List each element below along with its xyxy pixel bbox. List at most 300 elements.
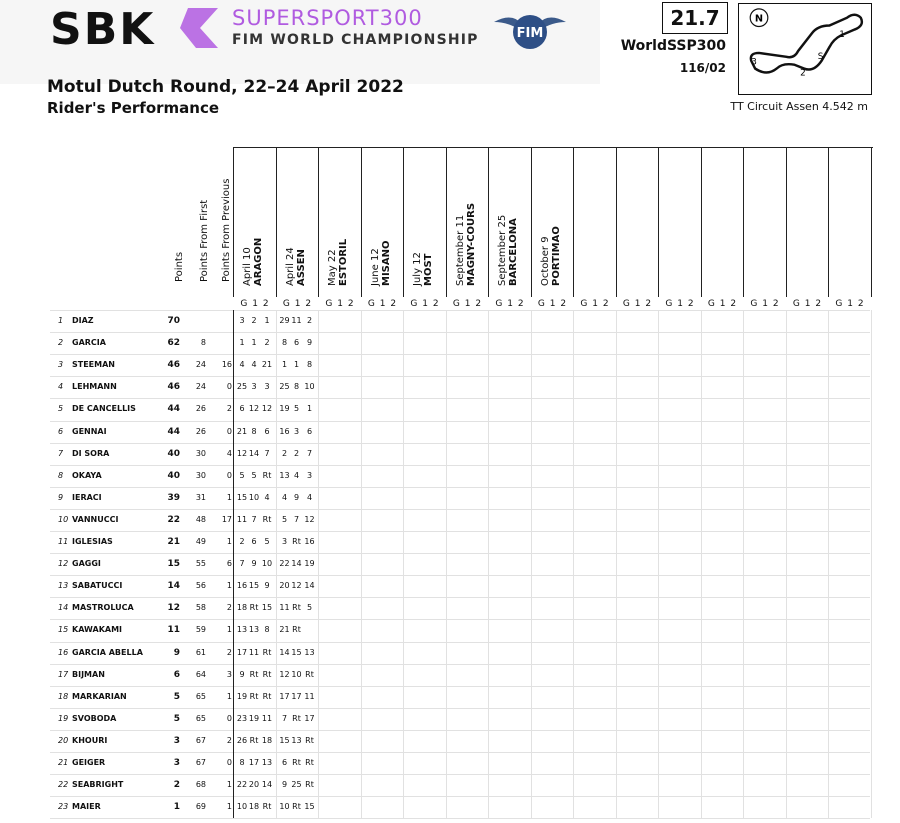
rider-name: GAGGI bbox=[72, 559, 101, 569]
race-result: 7 bbox=[264, 448, 270, 458]
points-from-previous: 17 bbox=[221, 514, 232, 524]
race-result: 7 bbox=[281, 713, 288, 723]
race-result: 20 bbox=[248, 780, 260, 790]
rider-rank: 2 bbox=[58, 338, 64, 348]
race-result: 3 bbox=[306, 470, 313, 480]
race-result: 17 bbox=[304, 713, 315, 723]
race-result: 13 bbox=[248, 625, 260, 635]
race-result: 5 bbox=[264, 537, 270, 546]
table-column-divider bbox=[701, 310, 702, 818]
race-result: 10 bbox=[236, 802, 248, 812]
race-result: 4 bbox=[306, 492, 313, 502]
race-result: 16 bbox=[279, 426, 290, 436]
race-result: 5 bbox=[293, 404, 300, 414]
race-result: Rt bbox=[292, 758, 301, 767]
table-column-divider bbox=[743, 310, 744, 818]
map-label-3: 3 bbox=[751, 57, 757, 68]
race-result: 20 bbox=[279, 581, 290, 591]
table-row bbox=[50, 664, 870, 687]
round-name: PORTIMAO bbox=[550, 226, 562, 286]
rider-points: 3 bbox=[173, 735, 180, 746]
rider-rank: 10 bbox=[58, 514, 69, 524]
race-result: 1 bbox=[306, 404, 313, 414]
race-subheader: G 1 2 bbox=[325, 299, 355, 309]
race-subheader: G 1 2 bbox=[750, 299, 780, 309]
race-result: 4 bbox=[251, 360, 257, 370]
race-result: 9 bbox=[293, 492, 300, 502]
rider-rank: 15 bbox=[58, 625, 69, 635]
map-label-2: 2 bbox=[800, 68, 806, 79]
round-date: September 25 bbox=[497, 214, 508, 286]
race-result: 2 bbox=[293, 448, 300, 458]
points-from-previous: 1 bbox=[226, 492, 232, 502]
points-from-first: 48 bbox=[195, 514, 206, 524]
table-column-divider bbox=[658, 310, 659, 818]
points-header: Points bbox=[174, 251, 185, 282]
race-result: 14 bbox=[304, 581, 315, 591]
rider-name: DIAZ bbox=[72, 316, 94, 325]
rider-name: MARKARIAN bbox=[72, 691, 127, 701]
race-result: Rt bbox=[262, 802, 272, 812]
race-subheader: G 1 2 bbox=[835, 299, 865, 309]
rider-points: 11 bbox=[167, 625, 180, 636]
race-result: 7 bbox=[293, 514, 300, 524]
race-result: Rt bbox=[249, 691, 259, 701]
race-result: 7 bbox=[306, 448, 313, 458]
rider-points: 46 bbox=[167, 360, 180, 371]
points-from-first: 64 bbox=[195, 669, 206, 679]
race-result: 16 bbox=[236, 581, 248, 591]
race-result: 10 bbox=[304, 382, 315, 392]
race-result: 10 bbox=[248, 492, 260, 502]
race-result: 17 bbox=[236, 647, 248, 657]
rider-points: 46 bbox=[167, 382, 180, 393]
race-result: 12 bbox=[291, 581, 302, 591]
table-row bbox=[50, 597, 870, 620]
race-subheader: G 1 2 bbox=[495, 299, 525, 309]
rider-name: STEEMAN bbox=[72, 360, 115, 370]
rider-points: 1 bbox=[173, 802, 180, 813]
race-result: 18 bbox=[236, 603, 248, 613]
race-result: 1 bbox=[239, 338, 245, 348]
race-result: 8 bbox=[306, 360, 313, 370]
points-from-previous: 16 bbox=[221, 360, 232, 370]
race-result: Rt bbox=[292, 713, 301, 723]
circuit-info: TT Circuit Assen 4.542 m bbox=[730, 100, 868, 113]
rider-rank: 16 bbox=[58, 647, 69, 657]
points-from-first: 26 bbox=[195, 404, 206, 414]
rider-name: DI SORA bbox=[72, 448, 110, 458]
points-from-previous: 2 bbox=[226, 647, 232, 657]
race-subheader: G 1 2 bbox=[622, 299, 653, 309]
rider-points: 40 bbox=[167, 448, 180, 459]
race-result: Rt bbox=[292, 603, 301, 613]
rider-points: 39 bbox=[167, 492, 180, 503]
rider-name: LEHMANN bbox=[72, 382, 117, 392]
rider-name: VANNUCCI bbox=[72, 514, 119, 524]
race-result: 19 bbox=[248, 713, 260, 723]
rider-name: IERACI bbox=[72, 492, 102, 502]
points-from-previous: 1 bbox=[226, 581, 232, 591]
race-result: 15 bbox=[236, 492, 248, 502]
points-from-first: 30 bbox=[195, 470, 206, 480]
points-from-first: 24 bbox=[195, 382, 206, 392]
race-result: Rt bbox=[249, 669, 259, 679]
points-from-first: 58 bbox=[195, 603, 206, 613]
map-label-s: S bbox=[817, 51, 824, 62]
race-result: 5 bbox=[281, 514, 288, 524]
race-result: 15 bbox=[279, 735, 290, 745]
rider-name: GARCIA bbox=[72, 338, 106, 348]
race-result: 14 bbox=[248, 448, 260, 458]
points-from-previous: 2 bbox=[226, 735, 232, 745]
rider-points: 22 bbox=[167, 514, 180, 525]
table-row bbox=[50, 354, 870, 377]
table-row bbox=[50, 421, 870, 444]
race-result: 9 bbox=[264, 581, 270, 591]
table-row bbox=[50, 708, 870, 731]
points-from-previous: 4 bbox=[226, 448, 232, 458]
race-result: 5 bbox=[251, 470, 257, 480]
race-result: 7 bbox=[251, 514, 257, 524]
points-from-first: 31 bbox=[195, 492, 206, 502]
race-result: 25 bbox=[279, 382, 290, 392]
points-from-first: 69 bbox=[195, 802, 206, 812]
table-column-divider bbox=[786, 310, 787, 818]
race-result: 29 bbox=[279, 316, 290, 325]
race-result: 13 bbox=[261, 758, 273, 767]
points-from-previous: 0 bbox=[226, 758, 232, 767]
table-column-divider bbox=[446, 310, 447, 818]
rider-points: 44 bbox=[167, 404, 180, 415]
race-result: Rt bbox=[305, 758, 314, 767]
race-result: Rt bbox=[305, 735, 314, 745]
race-result: 1 bbox=[251, 338, 257, 348]
rider-name: KHOURI bbox=[72, 735, 108, 745]
race-result: 8 bbox=[281, 338, 288, 348]
series-subtitle: FIM WORLD CHAMPIONSHIP bbox=[232, 32, 479, 48]
points-from-previous: 1 bbox=[226, 802, 232, 812]
race-result: Rt bbox=[292, 802, 301, 812]
table-row bbox=[50, 575, 870, 598]
rider-name: BIJMAN bbox=[72, 669, 105, 679]
race-result: Rt bbox=[305, 669, 314, 679]
race-subheader: G 1 2 bbox=[410, 299, 440, 309]
race-result: 22 bbox=[236, 780, 248, 790]
race-result: 2 bbox=[281, 448, 288, 458]
rider-rank: 8 bbox=[58, 470, 64, 480]
rider-rank: 9 bbox=[58, 492, 64, 502]
rider-rank: 22 bbox=[58, 780, 69, 790]
rider-points: 40 bbox=[167, 470, 180, 481]
race-result: 12 bbox=[279, 669, 290, 679]
race-result: 26 bbox=[236, 735, 248, 745]
race-result: 14 bbox=[291, 559, 302, 569]
race-result: Rt bbox=[305, 780, 314, 790]
race-result: 2 bbox=[264, 338, 270, 348]
race-result: 11 bbox=[236, 514, 248, 524]
race-result: 4 bbox=[293, 470, 300, 480]
rider-points: 62 bbox=[167, 338, 180, 349]
race-result: 10 bbox=[291, 669, 302, 679]
round-name: ARAGON bbox=[253, 237, 264, 286]
table-column-divider bbox=[616, 310, 617, 818]
race-result: Rt bbox=[292, 625, 301, 635]
round-name: MAGNY-COURS bbox=[465, 202, 477, 286]
race-result: 9 bbox=[281, 780, 288, 790]
race-result: 6 bbox=[293, 338, 300, 348]
race-result: 3 bbox=[293, 426, 300, 436]
round-name: MISANO bbox=[380, 240, 392, 286]
sbk-logo-text: SBK bbox=[50, 4, 156, 52]
rider-name: SABATUCCI bbox=[72, 581, 123, 591]
points-from-previous-header: Points From Previous bbox=[221, 178, 232, 282]
table-row bbox=[50, 730, 870, 753]
race-result: 6 bbox=[251, 537, 257, 546]
race-result: 1 bbox=[293, 360, 300, 370]
points-from-first: 30 bbox=[195, 448, 206, 458]
race-result: 1 bbox=[264, 316, 270, 325]
points-from-previous: 1 bbox=[226, 780, 232, 790]
rider-name: SVOBODA bbox=[72, 713, 117, 723]
points-from-first: 24 bbox=[195, 360, 206, 370]
rider-points: 44 bbox=[167, 426, 180, 437]
race-result: 12 bbox=[248, 404, 260, 414]
race-subheader: G 1 2 bbox=[665, 299, 695, 309]
race-result: 17 bbox=[291, 691, 302, 701]
rider-rank: 18 bbox=[58, 691, 69, 701]
race-subheader: G 1 2 bbox=[367, 299, 398, 309]
race-result: 21 bbox=[279, 625, 290, 635]
points-from-previous: 1 bbox=[226, 625, 232, 635]
series-name: SUPERSPORT300 bbox=[232, 6, 423, 30]
race-result: Rt bbox=[262, 647, 272, 657]
race-result: 19 bbox=[279, 404, 290, 414]
race-result: 5 bbox=[239, 470, 245, 480]
table-row bbox=[50, 509, 870, 532]
round-date: September 11 bbox=[454, 214, 466, 286]
rider-points: 2 bbox=[173, 780, 180, 791]
table-row bbox=[50, 398, 870, 421]
points-from-first: 49 bbox=[195, 537, 206, 546]
race-result: 13 bbox=[236, 625, 248, 635]
race-result: 18 bbox=[248, 802, 260, 812]
race-result: Rt bbox=[262, 514, 272, 524]
round-name: ASSEN bbox=[295, 249, 307, 286]
race-result: 10 bbox=[261, 559, 273, 569]
table-column-divider bbox=[276, 310, 277, 818]
race-subheader: G 1 2 bbox=[282, 299, 313, 309]
race-result: Rt bbox=[262, 691, 272, 701]
rider-points: 3 bbox=[173, 758, 180, 768]
rider-points: 5 bbox=[173, 691, 180, 702]
race-result: 15 bbox=[248, 581, 260, 591]
rider-rank: 21 bbox=[58, 758, 69, 767]
rider-rank: 13 bbox=[58, 581, 69, 591]
race-result: 12 bbox=[304, 514, 315, 524]
rider-name: IGLESIAS bbox=[72, 537, 113, 546]
race-result: 8 bbox=[264, 625, 270, 635]
rider-rank: 3 bbox=[58, 360, 64, 370]
rider-points: 12 bbox=[167, 603, 180, 614]
table-column-divider bbox=[573, 310, 574, 818]
rider-rank: 4 bbox=[58, 382, 64, 392]
table-column-divider bbox=[871, 310, 872, 818]
table-row bbox=[50, 686, 870, 709]
points-from-first: 61 bbox=[195, 647, 206, 657]
table-row bbox=[50, 376, 870, 399]
table-column-divider bbox=[828, 310, 829, 818]
race-result: 13 bbox=[291, 735, 302, 745]
race-subheader: G 1 2 bbox=[580, 299, 610, 309]
round-date: October 9 bbox=[539, 236, 551, 286]
rider-points: 70 bbox=[167, 316, 180, 326]
race-result: 13 bbox=[279, 470, 290, 480]
race-result: 11 bbox=[248, 647, 260, 657]
points-from-first: 65 bbox=[195, 691, 206, 701]
round-date: June 12 bbox=[369, 248, 381, 286]
race-result: 9 bbox=[251, 559, 257, 569]
rider-points: 6 bbox=[173, 669, 180, 680]
table-column-divider bbox=[531, 310, 532, 818]
rider-name: GARCIA ABELLA bbox=[72, 647, 143, 657]
rider-name: MAIER bbox=[72, 802, 101, 812]
rider-name: GEIGER bbox=[72, 758, 106, 767]
table-bottom-rule bbox=[50, 818, 870, 819]
race-result: 4 bbox=[239, 360, 245, 370]
rider-rank: 17 bbox=[58, 669, 69, 679]
race-result: 11 bbox=[279, 603, 290, 613]
points-from-first: 56 bbox=[195, 581, 206, 591]
rider-rank: 14 bbox=[58, 603, 69, 613]
round-date: May 22 bbox=[327, 249, 338, 286]
table-row bbox=[50, 443, 870, 466]
event-title: Motul Dutch Round, 22–24 April 2022 bbox=[47, 77, 404, 97]
race-result: 14 bbox=[279, 647, 290, 657]
rider-name: GENNAI bbox=[72, 426, 107, 436]
race-result: 16 bbox=[304, 537, 315, 546]
race-result: 8 bbox=[251, 426, 257, 436]
race-result: 11 bbox=[291, 316, 302, 325]
points-from-previous: 2 bbox=[226, 603, 232, 613]
race-result: 11 bbox=[304, 691, 315, 701]
map-label-1: 1 bbox=[839, 30, 845, 41]
points-from-first: 67 bbox=[195, 758, 206, 767]
document-reference: 116/02 bbox=[679, 61, 726, 75]
table-column-divider bbox=[233, 310, 234, 818]
table-row bbox=[50, 774, 870, 797]
rider-name: DE CANCELLIS bbox=[72, 404, 136, 414]
table-column-divider bbox=[488, 310, 489, 818]
points-from-previous: 0 bbox=[226, 713, 232, 723]
race-result: 3 bbox=[264, 382, 270, 392]
table-row bbox=[50, 531, 870, 554]
points-from-previous: 1 bbox=[226, 537, 232, 546]
rider-points: 15 bbox=[167, 559, 180, 570]
rider-name: OKAYA bbox=[72, 470, 102, 480]
table-row bbox=[50, 465, 870, 488]
round-date: April 10 bbox=[242, 247, 253, 286]
rider-rank: 6 bbox=[58, 426, 64, 436]
document-title: Rider's Performance bbox=[47, 99, 220, 117]
race-result: 21 bbox=[236, 426, 248, 436]
race-result: 2 bbox=[251, 316, 257, 325]
table-row bbox=[50, 553, 870, 576]
table-row bbox=[50, 619, 870, 642]
points-from-first: 59 bbox=[195, 625, 206, 635]
race-subheader: G 1 2 bbox=[792, 299, 823, 309]
race-result: 25 bbox=[291, 780, 302, 790]
race-subheader: G 1 2 bbox=[707, 299, 738, 309]
race-result: 4 bbox=[281, 492, 288, 502]
race-subheader: G 1 2 bbox=[452, 299, 483, 309]
race-result: 2 bbox=[239, 537, 245, 546]
rider-points: 5 bbox=[173, 713, 180, 724]
race-result: 11 bbox=[261, 713, 273, 723]
race-result: 9 bbox=[306, 338, 313, 348]
rider-name: KAWAKAMI bbox=[72, 625, 123, 635]
rider-points: 21 bbox=[167, 537, 180, 547]
race-result: Rt bbox=[262, 669, 272, 679]
race-result: 19 bbox=[236, 691, 248, 701]
race-result: 12 bbox=[261, 404, 273, 414]
points-from-first: 26 bbox=[195, 426, 206, 436]
race-result: Rt bbox=[249, 735, 259, 745]
race-result: 6 bbox=[239, 404, 245, 414]
rider-rank: 23 bbox=[58, 802, 69, 812]
race-result: 2 bbox=[306, 316, 313, 325]
table-column-divider bbox=[361, 310, 362, 818]
race-result: Rt bbox=[262, 470, 272, 480]
race-result: 8 bbox=[239, 758, 245, 767]
race-result: 18 bbox=[261, 735, 273, 745]
race-subheader: G 1 2 bbox=[537, 299, 568, 309]
race-result: 15 bbox=[304, 802, 315, 812]
race-result: 14 bbox=[261, 780, 273, 790]
round-date: April 24 bbox=[284, 247, 296, 286]
race-result: 9 bbox=[239, 669, 245, 679]
race-result: 17 bbox=[248, 758, 260, 767]
race-result: 1 bbox=[281, 360, 288, 370]
points-from-first: 67 bbox=[195, 735, 206, 745]
points-from-first: 8 bbox=[200, 338, 206, 348]
race-result: 5 bbox=[306, 603, 313, 613]
rider-rank: 12 bbox=[58, 559, 69, 569]
table-row bbox=[50, 487, 870, 510]
race-result: 21 bbox=[261, 360, 273, 370]
race-result: 6 bbox=[306, 426, 313, 436]
round-name: BARCELONA bbox=[508, 218, 519, 286]
document-code: 21.7 bbox=[662, 2, 728, 34]
points-from-previous: 0 bbox=[226, 426, 232, 436]
race-result: 22 bbox=[279, 559, 290, 569]
points-from-first: 55 bbox=[195, 559, 206, 569]
points-from-first: 68 bbox=[195, 780, 206, 790]
race-result: Rt bbox=[249, 603, 259, 613]
rider-rank: 11 bbox=[58, 537, 69, 546]
race-result: 3 bbox=[251, 382, 257, 392]
table-row bbox=[50, 332, 870, 355]
round-name: ESTORIL bbox=[338, 238, 349, 286]
race-result: 19 bbox=[304, 559, 315, 569]
race-subheader: G 1 2 bbox=[240, 299, 270, 309]
race-result: 6 bbox=[264, 426, 270, 436]
round-name: MOST bbox=[423, 253, 434, 286]
rider-points: 14 bbox=[167, 581, 180, 592]
rider-rank: 1 bbox=[58, 316, 64, 325]
class-name: WorldSSP300 bbox=[620, 38, 726, 54]
table-row bbox=[50, 642, 870, 665]
